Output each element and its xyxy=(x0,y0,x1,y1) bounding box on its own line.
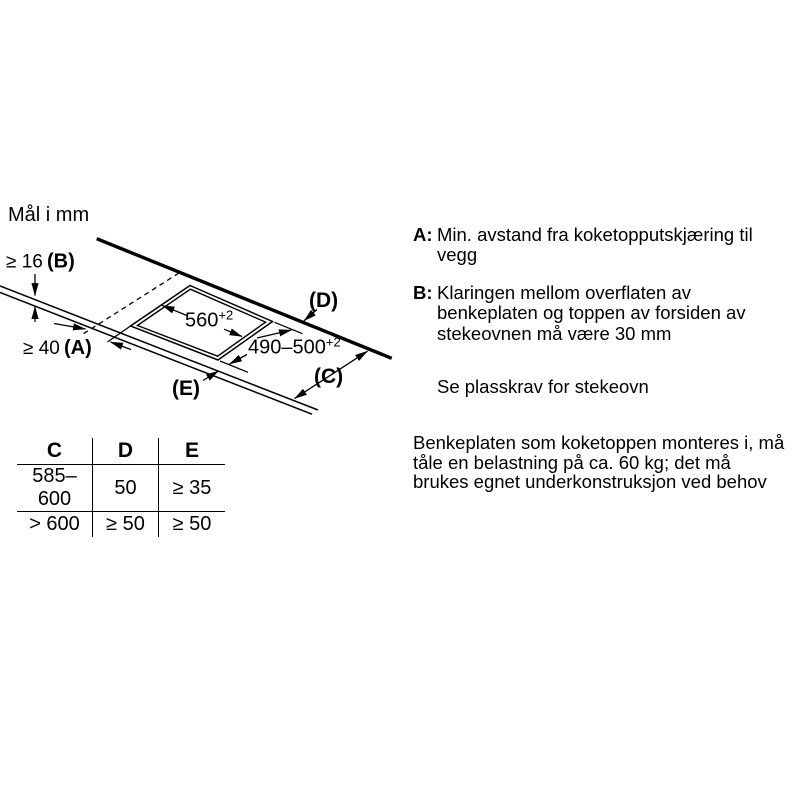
legend-b-label: B: xyxy=(413,282,433,303)
cell-e1: ≥ 35 xyxy=(159,465,226,512)
depth-extension-line-back xyxy=(275,322,303,333)
oven-space-note: Se plasskrav for stekeovn xyxy=(437,376,649,397)
dim-a-value: ≥ 40 xyxy=(23,338,60,359)
installation-diagram xyxy=(0,228,410,420)
legend-a-text2: vegg xyxy=(437,244,478,266)
table-header-row xyxy=(17,438,225,465)
dimension-table xyxy=(17,438,225,537)
legend-a-text1: Min. avstand fra koketopputskjæring til xyxy=(437,224,753,245)
cell-c1: 585–600 xyxy=(17,465,93,512)
table-row xyxy=(17,465,225,512)
dim-490-arrow-front xyxy=(230,355,248,365)
col-header-d: D xyxy=(93,438,159,465)
legend-b-line1 xyxy=(413,283,746,303)
label-d: (D) xyxy=(309,289,339,312)
dim-b-value: ≥ 16 xyxy=(6,251,43,273)
legend-b-text1: Klaringen mellom overflaten av xyxy=(437,282,691,303)
legend-a-line1 xyxy=(413,225,753,245)
paragraph-line3: brukes egnet underkonstruksjon ved behov xyxy=(413,471,767,493)
legend-a-label: A: xyxy=(413,224,433,245)
col-header-c: C xyxy=(17,438,93,465)
legend-item-a xyxy=(413,225,753,266)
paragraph-line2: tåle en belastning på ca. 60 kg; det må xyxy=(413,451,731,473)
depth-extension-line-front xyxy=(220,361,248,372)
cell-e2: ≥ 50 xyxy=(172,513,212,535)
load-requirement-paragraph xyxy=(413,433,784,492)
dim-560-arrow-right xyxy=(224,329,242,336)
dim-560-text: $560^{+2}$ xyxy=(185,307,234,332)
dimension-table-header xyxy=(17,438,225,465)
dim-a-letter: (A) xyxy=(64,337,92,359)
cell-c2: > 600 xyxy=(17,512,93,538)
legend-item-b xyxy=(413,283,746,344)
cell-d1: 50 xyxy=(93,465,159,512)
legend-b-text3: stekeovnen må være 30 mm xyxy=(437,322,672,344)
legend-b-text2: benkeplaten og toppen av forsiden av xyxy=(437,302,746,324)
label-c: (C) xyxy=(314,365,344,388)
label-e: (E) xyxy=(172,377,200,400)
table-row xyxy=(17,512,225,538)
units-label: Mål i mm xyxy=(8,204,90,226)
dim-b-letter: (B) xyxy=(47,250,75,273)
paragraph-line1: Benkeplaten som koketoppen monteres i, må xyxy=(413,432,785,453)
dim-490-text: $490-500^{+2}$ xyxy=(248,334,341,359)
cell-d2: ≥ 50 xyxy=(93,512,159,538)
col-header-e: E xyxy=(159,438,226,465)
